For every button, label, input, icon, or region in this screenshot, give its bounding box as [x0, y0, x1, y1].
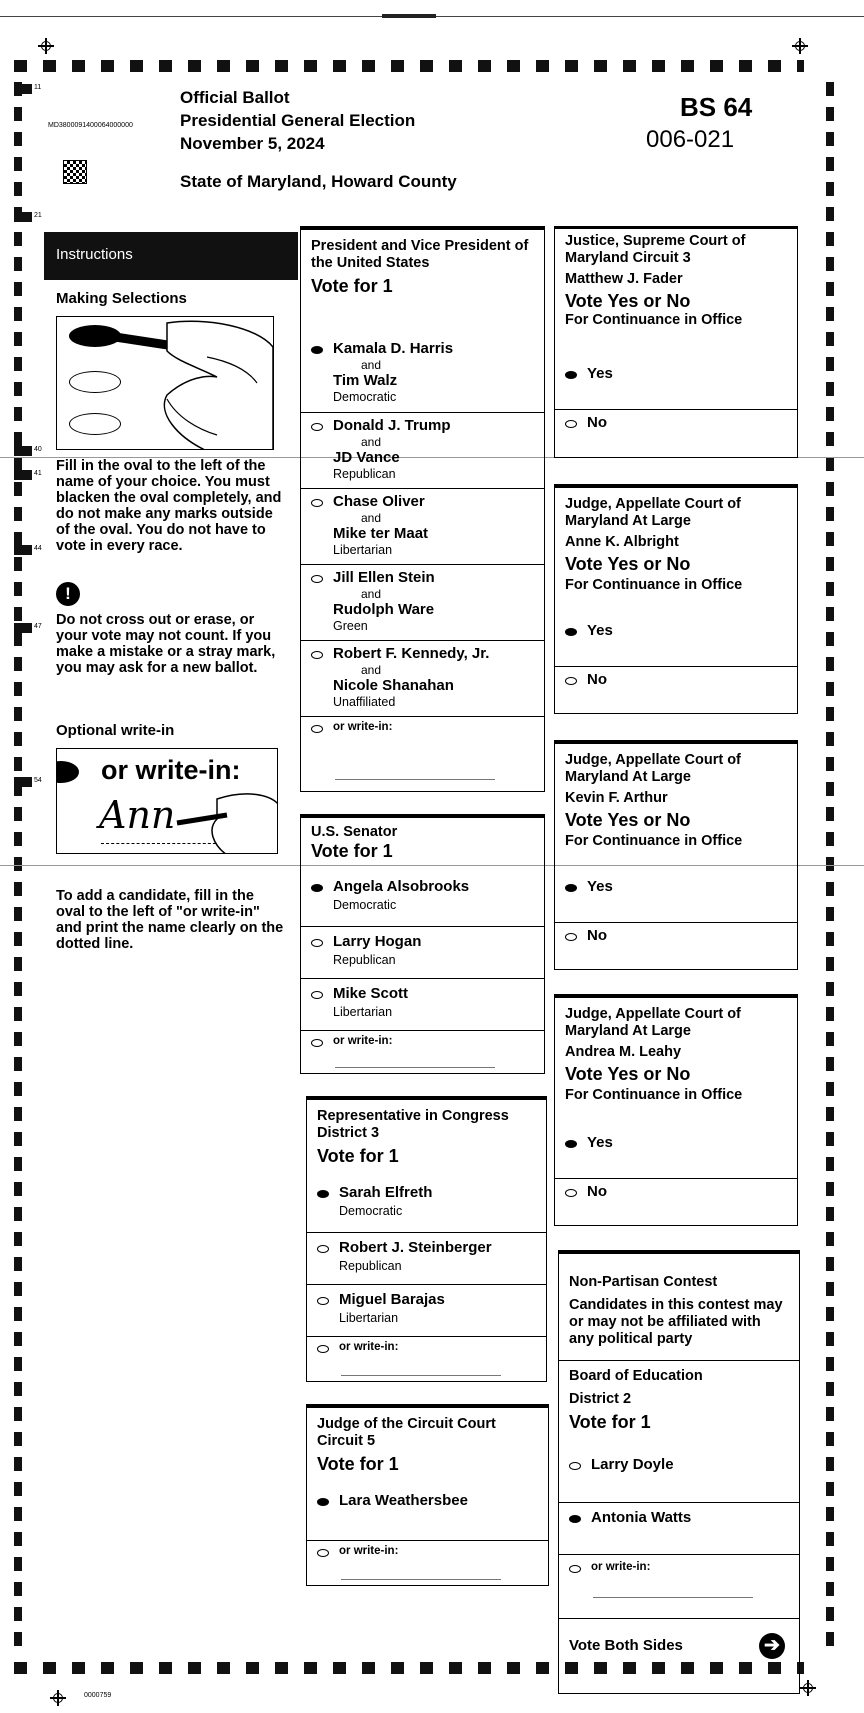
contest-supreme-court	[554, 226, 798, 458]
party-label: Green	[333, 619, 368, 633]
candidate-name: Kevin F. Arthur	[565, 790, 668, 806]
empty-oval-icon[interactable]	[565, 1189, 577, 1197]
contest-appellate-leahy	[554, 994, 798, 1226]
vote-both-sides-label: Vote Both Sides	[569, 1637, 683, 1654]
divider	[559, 1360, 799, 1361]
yes-row[interactable]	[555, 361, 797, 409]
no-row[interactable]	[555, 922, 797, 970]
row-tick-number: 41	[34, 470, 42, 477]
row-tick	[14, 470, 32, 480]
vote-yes-no: Vote Yes or No	[565, 554, 691, 574]
writein-line[interactable]	[335, 1067, 495, 1068]
vote-yes-no: Vote Yes or No	[565, 291, 691, 311]
registration-crosshair-icon	[38, 38, 54, 54]
add-candidate-instructions: To add a candidate, fill in the oval to the left of "or write-in" and print the name clearly on the dotted line.	[56, 888, 284, 952]
candidate-name: Sarah Elfreth	[339, 1184, 433, 1201]
candidate-name: Donald J. Trump	[333, 417, 451, 434]
empty-oval-icon[interactable]	[317, 1297, 329, 1305]
writein-line[interactable]	[341, 1375, 501, 1376]
candidate-name: Lara Weathersbee	[339, 1492, 468, 1509]
writein-label: or write-in:	[333, 721, 393, 733]
candidate-row[interactable]	[301, 640, 544, 716]
row-tick-number: 11	[34, 84, 42, 91]
selected-oval-icon[interactable]	[569, 1515, 581, 1523]
empty-oval-icon[interactable]	[565, 677, 577, 685]
writein-illustration	[56, 748, 278, 854]
candidate-name: Antonia Watts	[591, 1509, 692, 1526]
fill-instructions: Fill in the oval to the left of the name of your choice. You must blacken the oval completely, and do not make any marks outside of the oval. You do not have to vote in every race.	[56, 458, 282, 554]
empty-oval-icon[interactable]	[311, 939, 323, 947]
running-mate-name: JD Vance	[333, 449, 400, 466]
candidate-row[interactable]	[301, 412, 544, 488]
handwritten-name: Ann	[99, 793, 176, 837]
running-mate-name: Mike ter Maat	[333, 525, 429, 542]
row-tick-number: 21	[34, 212, 42, 219]
candidate-name: Larry Hogan	[333, 933, 422, 950]
timing-marks-left	[14, 82, 22, 1657]
candidate-name: Miguel Barajas	[339, 1291, 445, 1308]
continuance-label: For Continuance in Office	[565, 1087, 743, 1103]
registration-crosshair-icon	[792, 38, 808, 54]
candidate-row[interactable]	[301, 874, 544, 926]
empty-oval-icon[interactable]	[311, 725, 323, 733]
selected-oval-icon[interactable]	[311, 346, 323, 354]
candidate-name: Jill Ellen Stein	[333, 569, 435, 586]
contest-district: District 2	[569, 1391, 632, 1407]
selected-oval-icon[interactable]	[565, 628, 577, 636]
writein-row[interactable]	[307, 1540, 548, 1586]
empty-oval-icon[interactable]	[569, 1565, 581, 1573]
writein-label: or write-in:	[339, 1341, 399, 1353]
no-label: No	[587, 927, 607, 944]
top-edge-mark	[382, 14, 436, 18]
yes-row[interactable]	[555, 874, 797, 922]
making-selections-heading: Making Selections	[56, 290, 187, 307]
no-row[interactable]	[555, 409, 797, 457]
candidate-row[interactable]	[301, 926, 544, 978]
ballot-id-code: MD3800091400064000000	[48, 122, 133, 129]
candidate-name: Mike Scott	[333, 985, 409, 1002]
running-mate-name: Rudolph Ware	[333, 601, 435, 618]
candidate-row[interactable]	[559, 1450, 799, 1502]
empty-oval-icon[interactable]	[311, 651, 323, 659]
running-mate-name: Tim Walz	[333, 372, 398, 389]
ballot-style: BS 64	[680, 92, 753, 122]
empty-oval-icon[interactable]	[565, 420, 577, 428]
row-tick-number: 44	[34, 545, 42, 552]
empty-oval-icon[interactable]	[565, 933, 577, 941]
party-label: Democratic	[333, 898, 397, 912]
empty-oval-icon[interactable]	[311, 1039, 323, 1047]
jurisdiction: State of Maryland, Howard County	[180, 172, 457, 191]
empty-oval-icon[interactable]	[311, 499, 323, 507]
writein-row[interactable]	[307, 1336, 546, 1382]
vote-yes-no: Vote Yes or No	[565, 810, 691, 830]
and-label: and	[361, 587, 382, 601]
vote-for: Vote for 1	[317, 1454, 399, 1474]
yes-row[interactable]	[555, 618, 797, 666]
empty-oval-icon[interactable]	[317, 1345, 329, 1353]
row-tick	[14, 545, 32, 555]
vote-for: Vote for 1	[317, 1146, 399, 1166]
continuance-label: For Continuance in Office	[565, 577, 743, 593]
and-label: and	[361, 435, 382, 449]
candidate-row[interactable]	[301, 488, 544, 564]
optional-writein-heading: Optional write-in	[56, 722, 175, 739]
candidate-name: Angela Alsobrooks	[333, 878, 470, 895]
election-name: Presidential General Election	[180, 111, 416, 130]
timing-marks-top	[14, 60, 804, 72]
warning-instructions: Do not cross out or erase, or your vote may not count. If you make a mistake or a stray mark, you may ask for a new ballot.	[56, 612, 276, 676]
contest-circuit-court	[306, 1404, 549, 1586]
yes-label: Yes	[587, 365, 613, 382]
yes-label: Yes	[587, 878, 613, 895]
contest-title: Judge of the Circuit Court Circuit 5	[317, 1416, 496, 1449]
party-label: Republican	[339, 1259, 402, 1273]
continuance-label: For Continuance in Office	[565, 312, 743, 328]
row-tick	[14, 623, 32, 633]
writein-row[interactable]	[301, 1030, 544, 1074]
contest-title: Representative in Congress District 3	[317, 1108, 509, 1141]
contest-title: President and Vice President of the United States	[311, 238, 529, 271]
registration-crosshair-icon	[800, 1680, 816, 1696]
empty-oval-icon[interactable]	[311, 991, 323, 999]
ballot-header	[180, 86, 415, 155]
writein-label: or write-in:	[339, 1545, 399, 1557]
party-label: Unaffiliated	[333, 695, 396, 709]
candidate-name: Anne K. Albright	[565, 534, 679, 550]
contest-board-of-education	[558, 1250, 800, 1694]
and-label: and	[361, 511, 382, 525]
precinct-number: 006-021	[646, 126, 735, 153]
and-label: and	[361, 358, 382, 372]
qr-code-icon	[63, 160, 87, 184]
yes-row[interactable]	[555, 1130, 797, 1178]
party-label: Libertarian	[333, 1005, 393, 1019]
candidate-row[interactable]	[559, 1502, 799, 1554]
selected-oval-icon[interactable]	[311, 884, 323, 892]
no-label: No	[587, 414, 607, 431]
writein-label: or write-in:	[333, 1035, 393, 1047]
candidate-name: Larry Doyle	[591, 1456, 674, 1473]
candidate-row[interactable]	[301, 564, 544, 640]
candidate-name: Kamala D. Harris	[333, 340, 454, 357]
ballot-title: Official Ballot	[180, 88, 290, 107]
party-label: Republican	[333, 953, 396, 967]
empty-oval-icon[interactable]	[317, 1245, 329, 1253]
contest-appellate-albright	[554, 484, 798, 714]
party-label: Libertarian	[333, 543, 393, 557]
empty-oval-icon[interactable]	[317, 1549, 329, 1557]
and-label: and	[361, 663, 382, 677]
candidate-name: Matthew J. Fader	[565, 271, 683, 287]
vote-for: Vote for 1	[569, 1412, 651, 1432]
contest-title: Board of Education	[569, 1368, 703, 1384]
hand-with-pen-icon	[57, 749, 278, 854]
contest-president	[300, 226, 545, 792]
row-tick	[14, 84, 32, 94]
writein-row[interactable]	[559, 1554, 799, 1606]
row-tick-number: 40	[34, 446, 42, 453]
continuance-label: For Continuance in Office	[565, 833, 743, 849]
writein-line[interactable]	[593, 1597, 753, 1598]
selected-oval-icon[interactable]	[317, 1190, 329, 1198]
row-tick-number: 47	[34, 623, 42, 630]
no-label: No	[587, 671, 607, 688]
candidate-row[interactable]	[307, 1488, 548, 1540]
contest-congress	[306, 1096, 547, 1382]
contest-title: Judge, Appellate Court of Maryland At Large	[565, 752, 741, 785]
party-label: Democratic	[339, 1204, 403, 1218]
writein-illustration-label: or write-in:	[101, 755, 241, 785]
selected-oval-icon[interactable]	[565, 1140, 577, 1148]
party-label: Republican	[333, 467, 396, 481]
empty-oval-icon[interactable]	[569, 1462, 581, 1470]
no-row[interactable]	[555, 666, 797, 714]
running-mate-name: Nicole Shanahan	[333, 677, 454, 694]
instructions-heading: Instructions	[44, 232, 298, 280]
contest-appellate-arthur	[554, 740, 798, 970]
contest-title: Justice, Supreme Court of Maryland Circuit 3	[565, 233, 746, 266]
nonpartisan-heading: Non-Partisan Contest	[569, 1274, 718, 1290]
candidate-row[interactable]	[307, 1284, 546, 1336]
vote-for: Vote for 1	[311, 276, 393, 296]
row-tick	[14, 446, 32, 456]
candidate-name: Andrea M. Leahy	[565, 1044, 682, 1060]
no-label: No	[587, 1183, 607, 1200]
candidate-name: Robert F. Kennedy, Jr.	[333, 645, 490, 662]
candidate-name: Chase Oliver	[333, 493, 425, 510]
writein-label: or write-in:	[591, 1561, 651, 1573]
candidate-row[interactable]	[307, 1232, 546, 1284]
timing-marks-right	[826, 82, 834, 1657]
no-row[interactable]	[555, 1178, 797, 1226]
contest-senator	[300, 814, 545, 1074]
contest-title: Judge, Appellate Court of Maryland At Large	[565, 496, 741, 529]
nonpartisan-note: Candidates in this contest may or may not be affiliated with any political party	[569, 1297, 783, 1347]
writein-row[interactable]	[301, 716, 544, 792]
alert-icon: !	[56, 582, 80, 606]
fill-oval-illustration	[56, 316, 274, 450]
candidate-name: Robert J. Steinberger	[339, 1239, 492, 1256]
party-label: Democratic	[333, 390, 397, 404]
selected-oval-icon[interactable]	[317, 1498, 329, 1506]
vote-both-sides-row	[559, 1618, 799, 1694]
writein-line[interactable]	[335, 779, 495, 780]
candidate-row[interactable]	[307, 1180, 546, 1232]
party-label: Libertarian	[339, 1311, 399, 1325]
row-tick-number: 54	[34, 777, 42, 784]
vote-yes-no: Vote Yes or No	[565, 1064, 691, 1084]
selected-oval-icon[interactable]	[565, 884, 577, 892]
election-date: November 5, 2024	[180, 134, 325, 153]
empty-oval-icon[interactable]	[311, 423, 323, 431]
contest-title: Judge, Appellate Court of Maryland At Large	[565, 1006, 741, 1039]
row-tick	[14, 777, 32, 787]
yes-label: Yes	[587, 622, 613, 639]
vote-for: Vote for 1	[311, 841, 393, 861]
arrow-right-icon: ➔	[759, 1633, 785, 1659]
registration-crosshair-icon	[50, 1690, 66, 1706]
contest-title: U.S. Senator	[311, 824, 398, 840]
empty-oval-icon[interactable]	[311, 575, 323, 583]
hand-with-pen-icon	[57, 317, 274, 450]
writein-line[interactable]	[341, 1579, 501, 1580]
yes-label: Yes	[587, 1134, 613, 1151]
selected-oval-icon[interactable]	[565, 371, 577, 379]
footer-code: 0000759	[84, 1692, 112, 1699]
row-tick	[14, 212, 32, 222]
candidate-row[interactable]	[301, 336, 544, 412]
candidate-row[interactable]	[301, 978, 544, 1030]
